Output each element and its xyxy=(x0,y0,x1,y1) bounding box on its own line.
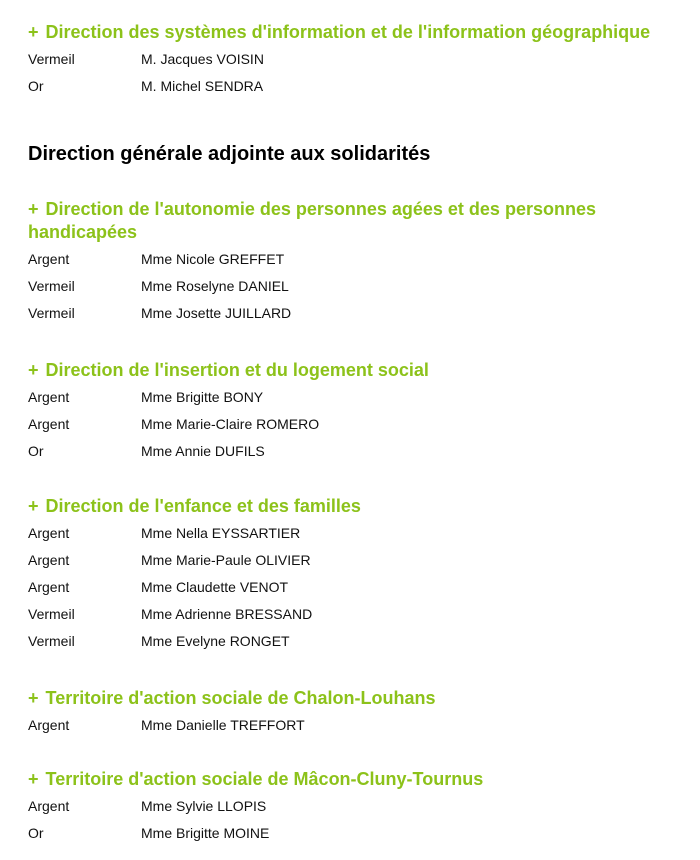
list-item xyxy=(28,438,693,465)
list-item xyxy=(28,411,693,438)
medal-level: Argent xyxy=(28,389,70,405)
honoree-name: Mme Evelyne RONGET xyxy=(141,633,290,649)
medal-level: Vermeil xyxy=(28,305,75,321)
honoree-name: Mme Brigitte MOINE xyxy=(141,825,270,841)
medal-level: Vermeil xyxy=(28,51,75,67)
section-heading[interactable] xyxy=(28,687,693,710)
list-item xyxy=(28,628,693,655)
medal-level: Vermeil xyxy=(28,278,75,294)
list-item xyxy=(28,46,693,73)
honoree-name: Mme Claudette VENOT xyxy=(141,579,289,595)
honoree-name: M. Jacques VOISIN xyxy=(141,51,264,67)
section-block xyxy=(28,687,693,739)
expand-plus-icon[interactable]: + xyxy=(28,688,39,708)
honoree-name: Mme Danielle TREFFORT xyxy=(141,717,305,733)
honoree-name: Mme Marie-Paule OLIVIER xyxy=(141,552,311,568)
honoree-name: Mme Josette JUILLARD xyxy=(141,305,292,321)
group-title: Direction générale adjointe aux solidarités xyxy=(28,143,431,165)
section-heading[interactable] xyxy=(28,198,693,244)
list-item xyxy=(28,601,693,628)
list-item xyxy=(28,300,693,327)
section-heading[interactable] xyxy=(28,21,693,44)
section-title: Direction des systèmes d'information et de l'information géographique xyxy=(45,22,651,42)
section-title: Territoire d'action sociale de Chalon-Louhans xyxy=(45,688,436,708)
section-heading[interactable] xyxy=(28,495,693,518)
list-item xyxy=(28,820,693,847)
section-block xyxy=(28,21,693,100)
medal-level: Vermeil xyxy=(28,633,75,649)
medal-level: Argent xyxy=(28,251,70,267)
list-item xyxy=(28,574,693,601)
expand-plus-icon[interactable]: + xyxy=(28,360,39,380)
section-title: Direction de l'autonomie des personnes agées et des personnes handicapées xyxy=(28,199,596,242)
section-title: Territoire d'action sociale de Mâcon-Cluny-Tournus xyxy=(45,769,484,789)
medal-level: Argent xyxy=(28,798,70,814)
section-title: Direction de l'enfance et des familles xyxy=(45,496,361,516)
honoree-list xyxy=(28,793,693,847)
list-item xyxy=(28,384,693,411)
section-title: Direction de l'insertion et du logement social xyxy=(45,360,429,380)
list-item xyxy=(28,273,693,300)
honoree-name: Mme Annie DUFILS xyxy=(141,443,265,459)
medal-level: Argent xyxy=(28,579,70,595)
list-item xyxy=(28,547,693,574)
medal-level: Argent xyxy=(28,717,70,733)
medal-level: Argent xyxy=(28,552,70,568)
honoree-name: M. Michel SENDRA xyxy=(141,78,264,94)
expand-plus-icon[interactable]: + xyxy=(28,496,39,516)
honoree-list xyxy=(28,384,693,465)
expand-plus-icon[interactable]: + xyxy=(28,769,39,789)
medal-level: Argent xyxy=(28,525,70,541)
honoree-name: Mme Brigitte BONY xyxy=(141,389,264,405)
honoree-list xyxy=(28,46,693,100)
medal-level: Or xyxy=(28,443,44,459)
honoree-name: Mme Nella EYSSARTIER xyxy=(141,525,301,541)
honoree-list xyxy=(28,520,693,655)
expand-plus-icon[interactable]: + xyxy=(28,22,39,42)
medal-level: Or xyxy=(28,78,44,94)
group-block xyxy=(28,142,693,166)
list-item xyxy=(28,246,693,273)
section-block xyxy=(28,768,693,847)
honoree-list xyxy=(28,712,693,739)
section-block xyxy=(28,359,693,465)
section-heading[interactable] xyxy=(28,359,693,382)
medal-level: Or xyxy=(28,825,44,841)
honoree-name: Mme Sylvie LLOPIS xyxy=(141,798,267,814)
list-item xyxy=(28,520,693,547)
section-heading[interactable] xyxy=(28,768,693,791)
medal-level: Vermeil xyxy=(28,606,75,622)
medal-level: Argent xyxy=(28,416,70,432)
list-item xyxy=(28,73,693,100)
honoree-name: Mme Marie-Claire ROMERO xyxy=(141,416,320,432)
list-item xyxy=(28,793,693,820)
list-item xyxy=(28,712,693,739)
honoree-name: Mme Nicole GREFFET xyxy=(141,251,285,267)
section-block xyxy=(28,495,693,655)
honoree-name: Mme Roselyne DANIEL xyxy=(141,278,289,294)
section-block xyxy=(28,198,693,327)
expand-plus-icon[interactable]: + xyxy=(28,199,39,219)
honoree-list xyxy=(28,246,693,327)
honoree-name: Mme Adrienne BRESSAND xyxy=(141,606,313,622)
